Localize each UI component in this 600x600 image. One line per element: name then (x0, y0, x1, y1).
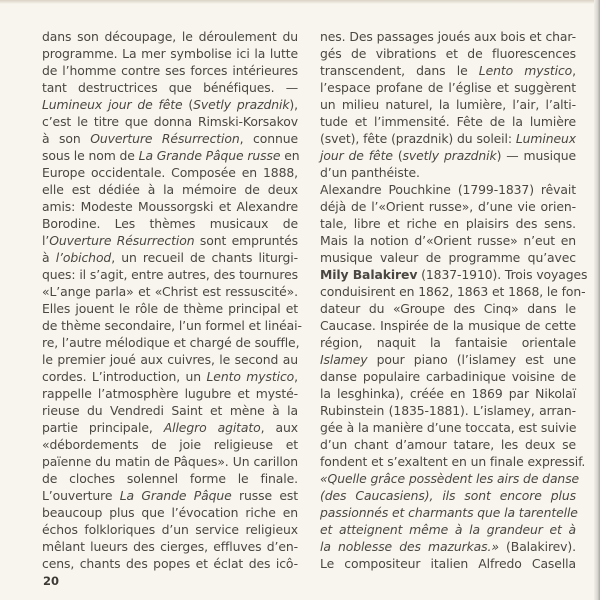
text-line (320, 368, 576, 385)
text-line (42, 28, 298, 45)
text-run: un milieu naturel, la lumière, l’air, l’alti- (320, 97, 576, 112)
text-run: en (280, 148, 300, 163)
text-run: (1837-1910). Trois voyages (417, 267, 588, 282)
text-run: , (294, 369, 298, 384)
italic-title: Lumineux jour de fête (42, 97, 183, 112)
text-run: Alexandre Pouchkine (1799-1837) rêvait (320, 182, 576, 197)
text-line (42, 130, 298, 147)
text-run: à son (42, 131, 91, 146)
text-line (42, 538, 298, 555)
text-run: ) — musique (496, 148, 576, 163)
text-line (320, 419, 576, 436)
text-line (42, 504, 298, 521)
italic-title: et atteignent même à la grandeur et à (320, 522, 576, 537)
text-run: fondent et s’exaltent en un finale expressif. (320, 454, 586, 469)
text-line (42, 164, 298, 181)
text-line (42, 334, 298, 351)
text-run: dateur du «Groupe des Cinq» dans le (320, 301, 576, 316)
italic-title: Allegro agitato (163, 420, 261, 435)
italic-title: Lumineux (515, 131, 576, 146)
text-line (42, 521, 298, 538)
text-line (320, 300, 576, 317)
text-line (42, 385, 298, 402)
text-run: gés de vibrations et de fluorescences (320, 46, 576, 61)
text-run: païenne du matin de Pâques». Un carillon (42, 454, 298, 469)
text-run: Europe occidentale. Composée en 1888, (42, 165, 298, 180)
text-line (320, 147, 576, 164)
text-line (42, 419, 298, 436)
text-run: région, naquit la fantaisie orientale (320, 335, 576, 350)
text-line (42, 266, 298, 283)
italic-title: passionnés et charmants que la tarentelle (320, 505, 578, 520)
text-run: «L’ange parla» et «Christ est ressuscité». (42, 284, 298, 299)
text-line (320, 555, 576, 572)
text-line (42, 283, 298, 300)
italic-title: (des Caucasiens), ils sont encore plus (320, 488, 576, 503)
text-run: partie principale, (42, 420, 164, 435)
text-run: , connue (239, 131, 298, 146)
italic-title: Ouverture Résurrection (49, 233, 195, 248)
text-run: (svet), fête (prazdnik) du soleil: (320, 131, 516, 146)
text-run: déjà de l’«Orient russe», d’une vie orien- (320, 199, 576, 214)
italic-title: Lento mystico (478, 63, 573, 78)
text-run: elle est dédiée à la mémoire de deux (42, 182, 298, 197)
italic-title: svetly prazdnik (402, 148, 497, 163)
text-line (42, 232, 298, 249)
italic-title: Svetly prazdnik (193, 97, 290, 112)
text-line (320, 249, 576, 266)
text-run: tude et l’immensité. Fête de la lumière (320, 114, 576, 129)
page-top-edge (0, 0, 600, 4)
text-line (42, 317, 302, 334)
text-run: c’est le titre que donna Rimski-Korsakov (42, 114, 298, 129)
text-run: l’espace profane de l’église et suggèrent (320, 80, 576, 95)
text-run: de l’homme contre ses forces intérieures (42, 63, 298, 78)
text-run: cens, chants des popes et éclat des icô- (42, 556, 298, 571)
text-run: l’ (42, 233, 50, 248)
text-line (320, 266, 588, 283)
text-run: nes. Des passages joués aux bois et char- (320, 29, 576, 44)
text-line (42, 351, 298, 368)
text-run: , aux (260, 420, 298, 435)
text-run: la lesghinka), créée en 1869 par Nikolaï (320, 386, 576, 401)
text-line (320, 45, 576, 62)
text-run: Mais la notion d’«Orient russe» n’eut en (320, 233, 576, 248)
text-line (320, 385, 576, 402)
text-line (320, 504, 576, 521)
text-line (42, 453, 298, 470)
text-line (42, 368, 298, 385)
italic-title: Lento mystico (206, 369, 295, 384)
italic-title: l’obichod (55, 250, 112, 265)
text-line (42, 147, 298, 164)
text-line (320, 232, 576, 249)
text-line (320, 96, 576, 113)
text-run: à (42, 250, 56, 265)
text-line (320, 453, 586, 470)
text-line (320, 113, 576, 130)
text-line (320, 215, 576, 232)
italic-title: «Quelle grâce possèdent les airs de danse (320, 471, 580, 486)
italic-title: la noblesse des mazurkas.» (320, 539, 499, 554)
bold-name: Mily Balakirev (320, 267, 418, 282)
text-line (42, 402, 298, 419)
text-line (42, 113, 298, 130)
text-line (320, 334, 576, 351)
text-line (320, 130, 576, 147)
text-line (320, 79, 576, 96)
text-line (42, 555, 298, 572)
italic-title: La Grande Pâque russe (138, 148, 281, 163)
text-run: Elles jouent le rôle de thème principal et (42, 301, 298, 316)
text-run: ), (289, 97, 298, 112)
text-line (42, 249, 298, 266)
text-line (320, 164, 576, 181)
text-line (320, 487, 576, 504)
text-run: beaucoup plus que l’évocation riche en (42, 505, 298, 520)
text-line (320, 181, 576, 198)
text-line (42, 215, 298, 232)
text-line (42, 96, 298, 113)
italic-title: Ouverture Résurrection (90, 131, 240, 146)
left-text-column (42, 28, 302, 572)
text-line (42, 487, 298, 504)
text-line (320, 28, 576, 45)
text-line (42, 62, 298, 79)
text-run: «débordements de joie religieuse et (42, 437, 298, 452)
text-run: conduisirent en 1862, 1863 et 1868, le fon- (320, 284, 586, 299)
text-run: rappelle l’atmosphère lugubre et mysté- (42, 386, 298, 401)
text-run: Rubinstein (1835-1881). L’islamey, arran- (320, 403, 576, 418)
text-run: (Balakirev). (498, 539, 576, 554)
text-run: le premier joué aux cuivres, le second au (42, 352, 298, 367)
text-run: Borodine. Les thèmes musicaux de (42, 216, 298, 231)
text-run: amis: Modeste Moussorgski et Alexandre (42, 199, 298, 214)
text-line (320, 317, 576, 334)
page-binding-edge (594, 0, 600, 600)
text-run: programme. La mer symbolise ici la lutte (42, 46, 298, 61)
text-line (320, 351, 576, 368)
text-run: échos folkloriques d’un service religieux (42, 522, 298, 537)
text-line (42, 436, 298, 453)
text-line (42, 470, 298, 487)
text-run: ( (392, 148, 403, 163)
text-line (320, 62, 576, 79)
text-line (42, 181, 298, 198)
text-run: mêlant lueurs des cierges, effluves d’en- (42, 539, 298, 554)
text-run: re, l’autre mélodique et chargé de souffle, (42, 335, 300, 350)
text-line (42, 79, 298, 96)
text-run: , (572, 63, 577, 78)
text-run: Le compositeur italien Alfredo Casella (320, 556, 576, 571)
text-line (320, 470, 580, 487)
text-run: danse populaire carbadinique voisine de (320, 369, 576, 384)
text-line (320, 538, 576, 555)
text-line (42, 45, 298, 62)
text-run: russe est (231, 488, 298, 503)
text-line (42, 198, 298, 215)
text-run: d’un panthéiste. (320, 165, 420, 180)
text-line (320, 521, 576, 538)
italic-title: La Grande Pâque (119, 488, 232, 503)
text-line (320, 402, 576, 419)
text-line (42, 300, 298, 317)
text-line (320, 283, 586, 300)
text-line (320, 436, 576, 453)
text-run: gée à la manière d’une toccata, est suivie (320, 420, 577, 435)
text-run: cordes. L’introduction, un (42, 369, 207, 384)
text-run: sont empruntés (194, 233, 298, 248)
text-run: Caucase. Inspirée de la musique de cette (320, 318, 576, 333)
right-text-column (320, 28, 588, 572)
page-number: 20 (43, 574, 60, 588)
text-run: L’ouverture (42, 488, 120, 503)
text-run: dans son découpage, le déroulement du (42, 29, 298, 44)
text-run: de cloches solennel forme le finale. (42, 471, 298, 486)
text-run: , un recueil de chants liturgi- (111, 250, 298, 265)
text-run: d’un chant d’amour tatare, les deux se (320, 437, 576, 452)
text-run: tale, libre et riche en plaisirs des sens. (320, 216, 576, 231)
italic-title: jour de fête (320, 148, 393, 163)
text-run: tant destructrices que bénéfiques. — (42, 80, 298, 95)
text-run: sous le nom de (42, 148, 139, 163)
italic-title: Islamey (320, 352, 368, 367)
text-run: ( (182, 97, 194, 112)
text-run: rieuse du Vendredi Saint et mène à la (42, 403, 298, 418)
text-run: pour piano (l’islamey est une (367, 352, 576, 367)
text-run: musique valeur de programme qu’avec (320, 250, 576, 265)
text-line (320, 198, 576, 215)
text-run: ques: il s’agit, entre autres, des tournures (42, 267, 298, 282)
text-run: transcendent, dans le (320, 63, 479, 78)
text-run: de thème secondaire, l’un formel et linéai- (42, 318, 302, 333)
